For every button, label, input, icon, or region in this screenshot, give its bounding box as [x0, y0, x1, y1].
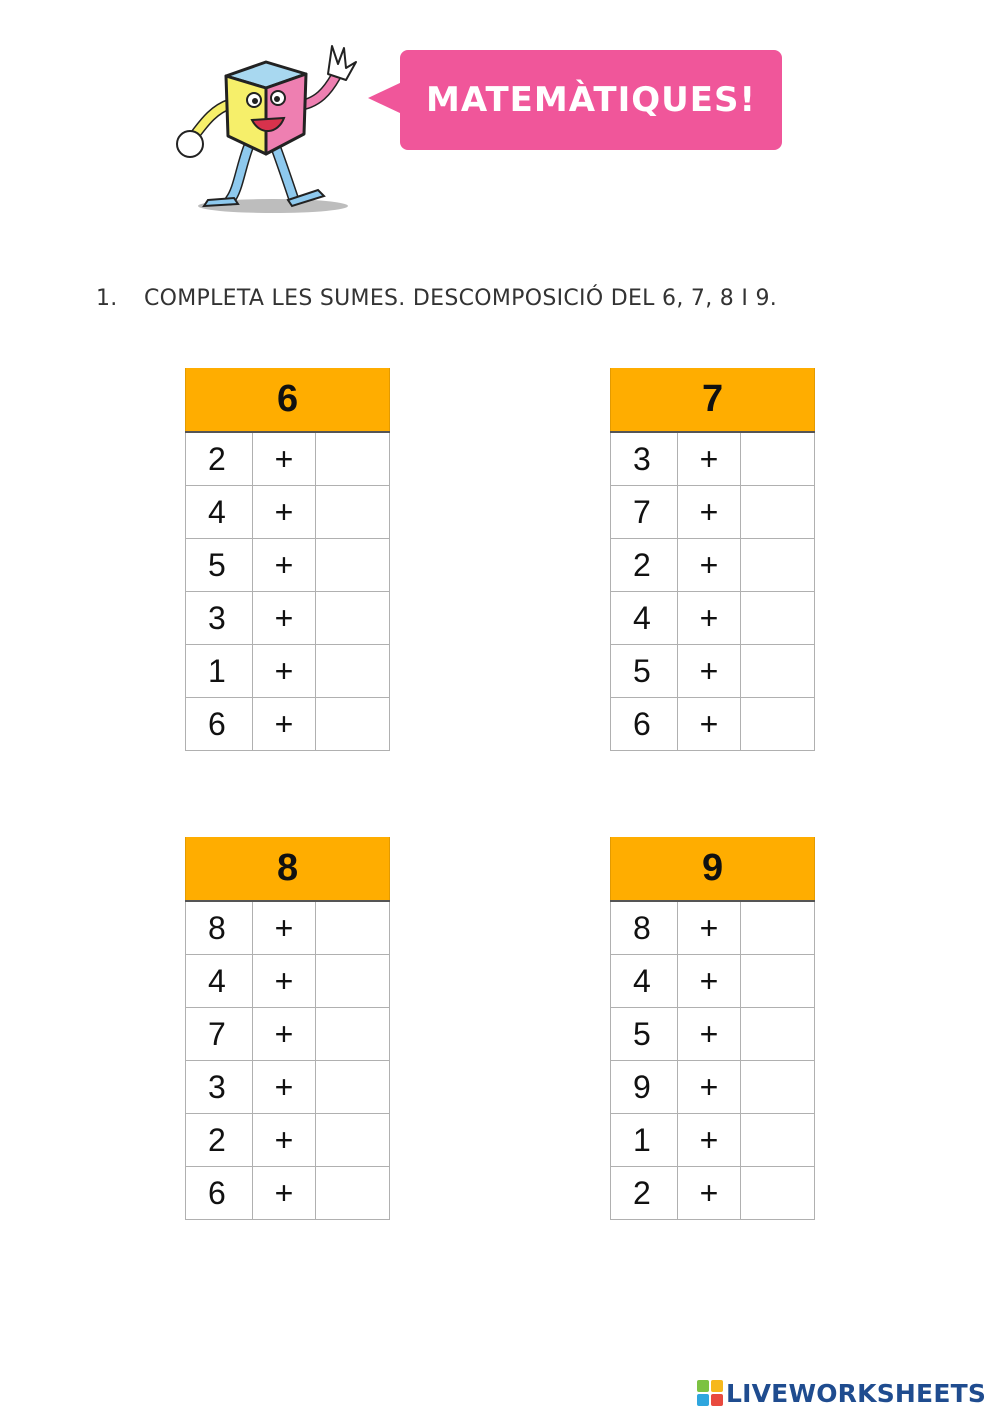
- plus-sign: +: [678, 955, 741, 1008]
- answer-cell[interactable]: [316, 645, 390, 698]
- plus-sign: +: [253, 539, 316, 592]
- table-row: [611, 486, 815, 539]
- table-target-number: 7: [611, 368, 815, 432]
- plus-sign: +: [253, 1167, 316, 1220]
- addend-cell: 5: [611, 1008, 678, 1061]
- table-row: [186, 432, 390, 486]
- plus-sign: +: [678, 1008, 741, 1061]
- answer-cell[interactable]: [316, 901, 390, 955]
- logo-text: LIVEWORKSHEETS: [726, 1378, 987, 1408]
- plus-sign: +: [253, 1114, 316, 1167]
- title-bubble: [400, 50, 782, 150]
- addend-cell: 5: [611, 645, 678, 698]
- table-row: [186, 955, 390, 1008]
- sum-table-6: [185, 368, 390, 751]
- plus-sign: +: [253, 432, 316, 486]
- table-row: [186, 1061, 390, 1114]
- answer-cell[interactable]: [741, 901, 815, 955]
- table-row: [611, 955, 815, 1008]
- answer-cell[interactable]: [316, 1167, 390, 1220]
- plus-sign: +: [678, 432, 741, 486]
- table-row: [611, 432, 815, 486]
- addend-cell: 5: [186, 539, 253, 592]
- plus-sign: +: [253, 1061, 316, 1114]
- table-row: [611, 1008, 815, 1061]
- table-row: [611, 645, 815, 698]
- answer-cell[interactable]: [741, 432, 815, 486]
- plus-sign: +: [678, 1167, 741, 1220]
- addend-cell: 2: [186, 1114, 253, 1167]
- table-row: [611, 539, 815, 592]
- plus-sign: +: [678, 901, 741, 955]
- table-row: [186, 698, 390, 751]
- answer-cell[interactable]: [316, 1061, 390, 1114]
- answer-cell[interactable]: [741, 592, 815, 645]
- table-row: [611, 901, 815, 955]
- plus-sign: +: [678, 698, 741, 751]
- answer-cell[interactable]: [316, 539, 390, 592]
- instruction-text: COMPLETA LES SUMES. DESCOMPOSICIÓ DEL 6, 7, 8 I 9.: [144, 286, 778, 311]
- table-row: [611, 698, 815, 751]
- plus-sign: +: [253, 955, 316, 1008]
- answer-cell[interactable]: [316, 1008, 390, 1061]
- answer-cell[interactable]: [316, 955, 390, 1008]
- plus-sign: +: [678, 1114, 741, 1167]
- liveworksheets-logo: [697, 1378, 986, 1408]
- table-target-number: 6: [186, 368, 390, 432]
- speech-bubble-tail: [368, 82, 402, 114]
- table-row: [186, 1008, 390, 1061]
- answer-cell[interactable]: [741, 645, 815, 698]
- exercise-number: 1.: [96, 286, 118, 311]
- addend-cell: 8: [186, 901, 253, 955]
- addend-cell: 6: [186, 1167, 253, 1220]
- table-row: [186, 486, 390, 539]
- answer-cell[interactable]: [316, 592, 390, 645]
- answer-cell[interactable]: [316, 486, 390, 539]
- addend-cell: 3: [186, 592, 253, 645]
- table-row: [611, 1061, 815, 1114]
- addend-cell: 7: [186, 1008, 253, 1061]
- plus-sign: +: [678, 1061, 741, 1114]
- answer-cell[interactable]: [741, 486, 815, 539]
- plus-sign: +: [253, 901, 316, 955]
- addend-cell: 6: [186, 698, 253, 751]
- sum-table-9: [610, 837, 815, 1220]
- addend-cell: 1: [186, 645, 253, 698]
- answer-cell[interactable]: [741, 539, 815, 592]
- table-row: [186, 592, 390, 645]
- plus-sign: +: [678, 486, 741, 539]
- table-row: [611, 1167, 815, 1220]
- sum-table-7: [610, 368, 815, 751]
- addend-cell: 2: [611, 1167, 678, 1220]
- plus-sign: +: [678, 539, 741, 592]
- table-row: [611, 592, 815, 645]
- addend-cell: 6: [611, 698, 678, 751]
- plus-sign: +: [253, 592, 316, 645]
- addend-cell: 9: [611, 1061, 678, 1114]
- addend-cell: 3: [611, 432, 678, 486]
- plus-sign: +: [253, 645, 316, 698]
- table-row: [611, 1114, 815, 1167]
- answer-cell[interactable]: [316, 432, 390, 486]
- plus-sign: +: [678, 592, 741, 645]
- exercise-instruction: [96, 286, 777, 320]
- plus-sign: +: [678, 645, 741, 698]
- cube-mascot-icon: [168, 40, 368, 218]
- answer-cell[interactable]: [316, 1114, 390, 1167]
- addend-cell: 3: [186, 1061, 253, 1114]
- addend-cell: 1: [611, 1114, 678, 1167]
- addend-cell: 4: [186, 486, 253, 539]
- table-target-number: 8: [186, 837, 390, 901]
- addend-cell: 4: [186, 955, 253, 1008]
- addend-cell: 8: [611, 901, 678, 955]
- addend-cell: 2: [186, 432, 253, 486]
- addend-cell: 4: [611, 592, 678, 645]
- addend-cell: 2: [611, 539, 678, 592]
- table-row: [186, 901, 390, 955]
- table-row: [186, 539, 390, 592]
- answer-cell[interactable]: [741, 698, 815, 751]
- plus-sign: +: [253, 698, 316, 751]
- table-row: [186, 645, 390, 698]
- plus-sign: +: [253, 486, 316, 539]
- table-target-number: 9: [611, 837, 815, 901]
- liveworksheets-logo-icon: [697, 1380, 723, 1406]
- plus-sign: +: [253, 1008, 316, 1061]
- addend-cell: 4: [611, 955, 678, 1008]
- answer-cell[interactable]: [741, 1114, 815, 1167]
- addend-cell: 7: [611, 486, 678, 539]
- answer-cell[interactable]: [741, 955, 815, 1008]
- answer-cell[interactable]: [741, 1167, 815, 1220]
- table-row: [186, 1114, 390, 1167]
- answer-cell[interactable]: [741, 1061, 815, 1114]
- page-title: MATEMÀTIQUES!: [425, 80, 756, 120]
- answer-cell[interactable]: [316, 698, 390, 751]
- sum-table-8: [185, 837, 390, 1220]
- answer-cell[interactable]: [741, 1008, 815, 1061]
- table-row: [186, 1167, 390, 1220]
